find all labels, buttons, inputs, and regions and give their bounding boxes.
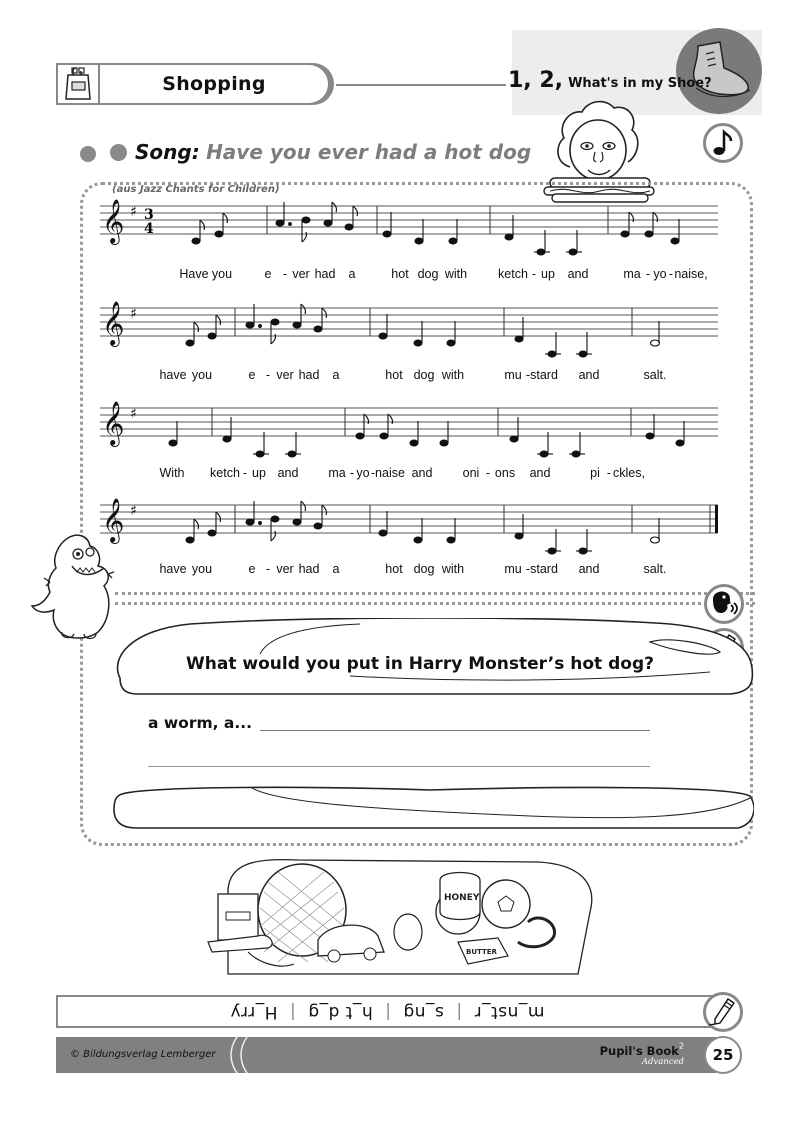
- lyric-syllable: ma: [328, 466, 346, 480]
- lyric-syllable: -: [265, 562, 271, 576]
- lyric-syllable: ma: [623, 267, 641, 281]
- frog-icon: [394, 914, 422, 950]
- lyric-syllable: With: [159, 466, 185, 480]
- lyrics-line-4: [100, 562, 720, 578]
- lyric-syllable: -: [265, 368, 271, 382]
- separator: |: [455, 1001, 462, 1022]
- lyric-syllable: salt.: [643, 368, 667, 382]
- gap-word: h_t d_g: [307, 1001, 373, 1022]
- lyrics-line-2: [100, 368, 720, 384]
- task-question: What would you put in Harry Monster’s hot dog?: [186, 654, 654, 674]
- book-subtitle: Advanced: [641, 1057, 684, 1067]
- svg-text:HONEY: HONEY: [444, 893, 480, 903]
- lyric-syllable: hot: [391, 267, 409, 281]
- section-divider-2: [115, 602, 755, 605]
- lyric-syllable: yo: [356, 466, 370, 480]
- lyric-syllable: -: [282, 267, 288, 281]
- lyric-syllable: you: [211, 267, 233, 281]
- lyric-syllable: and: [277, 466, 299, 480]
- lyric-syllable: ketch: [498, 267, 528, 281]
- lyric-syllable: salt.: [643, 562, 667, 576]
- separator: |: [384, 1001, 391, 1022]
- page-number: 25: [704, 1036, 742, 1074]
- lyric-syllable: with: [444, 267, 468, 281]
- music-activity-icon: [703, 123, 743, 163]
- lyrics-line-1: [100, 267, 720, 283]
- lyric-syllable: naise,: [674, 267, 708, 281]
- svg-text:𝄞: 𝄞: [102, 401, 125, 445]
- lyric-syllable: -: [349, 466, 355, 480]
- svg-text:♯: ♯: [130, 204, 137, 220]
- gap-word: H_rry: [229, 1001, 278, 1022]
- lyric-syllable: -: [531, 267, 537, 281]
- song-label: Song:: [135, 140, 200, 164]
- svg-text:3: 3: [144, 207, 154, 223]
- speaking-head-icon: [707, 587, 741, 621]
- lyric-syllable: up: [541, 267, 555, 281]
- lyric-syllable: dog: [413, 562, 435, 576]
- staff-line-3: [100, 400, 720, 445]
- svg-text:𝄞: 𝄞: [102, 199, 125, 243]
- lyric-syllable: a: [348, 267, 356, 281]
- lyric-syllable: pi: [590, 466, 600, 480]
- lyric-syllable: and: [567, 267, 589, 281]
- lyric-syllable: -: [370, 466, 376, 480]
- lyric-syllable: hot: [385, 368, 403, 382]
- lyric-syllable: mu: [504, 562, 522, 576]
- lyric-syllable: dog: [413, 368, 435, 382]
- unit-title: [508, 68, 712, 93]
- lyric-syllable: and: [578, 368, 600, 382]
- lyric-syllable: you: [191, 368, 213, 382]
- lyric-syllable: -: [525, 562, 531, 576]
- staff-line-2: [100, 300, 720, 345]
- book-title: Pupil's Book: [599, 1044, 679, 1058]
- gap-word: m_nst_r: [473, 1001, 545, 1022]
- bottom-bun: [110, 784, 754, 832]
- lyric-syllable: with: [441, 562, 465, 576]
- staff-line-1: [100, 198, 720, 243]
- book-title-block: [560, 1040, 684, 1067]
- lyric-syllable: and: [529, 466, 551, 480]
- lyric-syllable: had: [298, 368, 320, 382]
- svg-text:4: 4: [144, 221, 154, 237]
- separator: |: [289, 1001, 296, 1022]
- answer-input-line-2[interactable]: [148, 766, 650, 767]
- lyric-syllable: ver: [292, 267, 310, 281]
- topic-title-box: [100, 63, 330, 105]
- lyric-syllable: e: [248, 562, 256, 576]
- gap-word: s_ng: [402, 1001, 444, 1022]
- difficulty-dot-2: [110, 144, 127, 161]
- copyright: © Bildungsverlag Lemberger: [70, 1049, 216, 1060]
- lyric-syllable: -: [606, 466, 612, 480]
- lyric-syllable: yo: [653, 267, 667, 281]
- lyric-syllable: hot: [385, 562, 403, 576]
- lyric-syllable: a: [332, 368, 340, 382]
- lyric-syllable: oni: [462, 466, 480, 480]
- lyric-syllable: -: [645, 267, 651, 281]
- topic-title: Shopping: [162, 73, 266, 95]
- svg-text:𝄞: 𝄞: [102, 498, 125, 542]
- answer-input-line-1[interactable]: [260, 730, 650, 731]
- topic-icon-box: [56, 63, 100, 105]
- gap-fill-words: [230, 1002, 544, 1022]
- lyric-syllable: naise: [375, 466, 405, 480]
- lyric-syllable: stard: [530, 562, 558, 576]
- lyric-syllable: ver: [276, 562, 294, 576]
- shopping-bag-icon: [64, 67, 92, 101]
- lyric-syllable: and: [578, 562, 600, 576]
- gap-fill-strip: [56, 995, 716, 1028]
- lyric-syllable: e: [264, 267, 272, 281]
- lyric-syllable: Have: [179, 267, 209, 281]
- section-divider-1: [115, 592, 755, 595]
- svg-text:♯: ♯: [130, 406, 137, 422]
- lyric-syllable: -: [668, 267, 674, 281]
- song-name: Have you ever had a hot dog: [206, 140, 532, 164]
- staff-line-4: [100, 497, 720, 542]
- lyric-syllable: have: [159, 368, 187, 382]
- svg-text:BUTTER: BUTTER: [466, 948, 497, 956]
- svg-text:♯: ♯: [130, 306, 137, 322]
- footer-arc-decoration: [226, 1037, 286, 1073]
- book-superscript: 2: [678, 1041, 684, 1051]
- svg-text:♯: ♯: [130, 503, 137, 519]
- lyric-syllable: ketch: [210, 466, 240, 480]
- lyric-syllable: had: [298, 562, 320, 576]
- music-note-icon: [711, 129, 735, 157]
- header-divider: [336, 84, 506, 86]
- unit-number: 1, 2,: [508, 68, 563, 93]
- objects-illustration: [198, 852, 608, 987]
- svg-text:𝄞: 𝄞: [102, 301, 125, 345]
- pencil-icon: [706, 995, 740, 1029]
- difficulty-dot-1: [80, 146, 96, 162]
- lyric-syllable: ons: [494, 466, 516, 480]
- lyric-syllable: and: [411, 466, 433, 480]
- lyric-syllable: a: [332, 562, 340, 576]
- lyric-syllable: with: [441, 368, 465, 382]
- song-source: (aus Jazz Chants for Children): [112, 184, 280, 195]
- lyric-syllable: -: [242, 466, 248, 480]
- lyric-syllable: -: [485, 466, 491, 480]
- lyrics-line-3: [100, 466, 720, 482]
- lyric-syllable: e: [248, 368, 256, 382]
- lyric-syllable: stard: [530, 368, 558, 382]
- lyric-syllable: mu: [504, 368, 522, 382]
- lyric-syllable: had: [314, 267, 336, 281]
- song-title: [135, 140, 531, 164]
- lyric-syllable: you: [191, 562, 213, 576]
- lyric-syllable: have: [159, 562, 187, 576]
- unit-subtitle: What's in my Shoe?: [568, 76, 712, 91]
- writing-activity-icon-2: [703, 992, 743, 1032]
- lyric-syllable: ver: [276, 368, 294, 382]
- lyric-syllable: up: [252, 466, 266, 480]
- answer-prompt: a worm, a...: [148, 714, 253, 732]
- lyric-syllable: ckles,: [613, 466, 645, 480]
- lyric-syllable: -: [525, 368, 531, 382]
- lyric-syllable: dog: [417, 267, 439, 281]
